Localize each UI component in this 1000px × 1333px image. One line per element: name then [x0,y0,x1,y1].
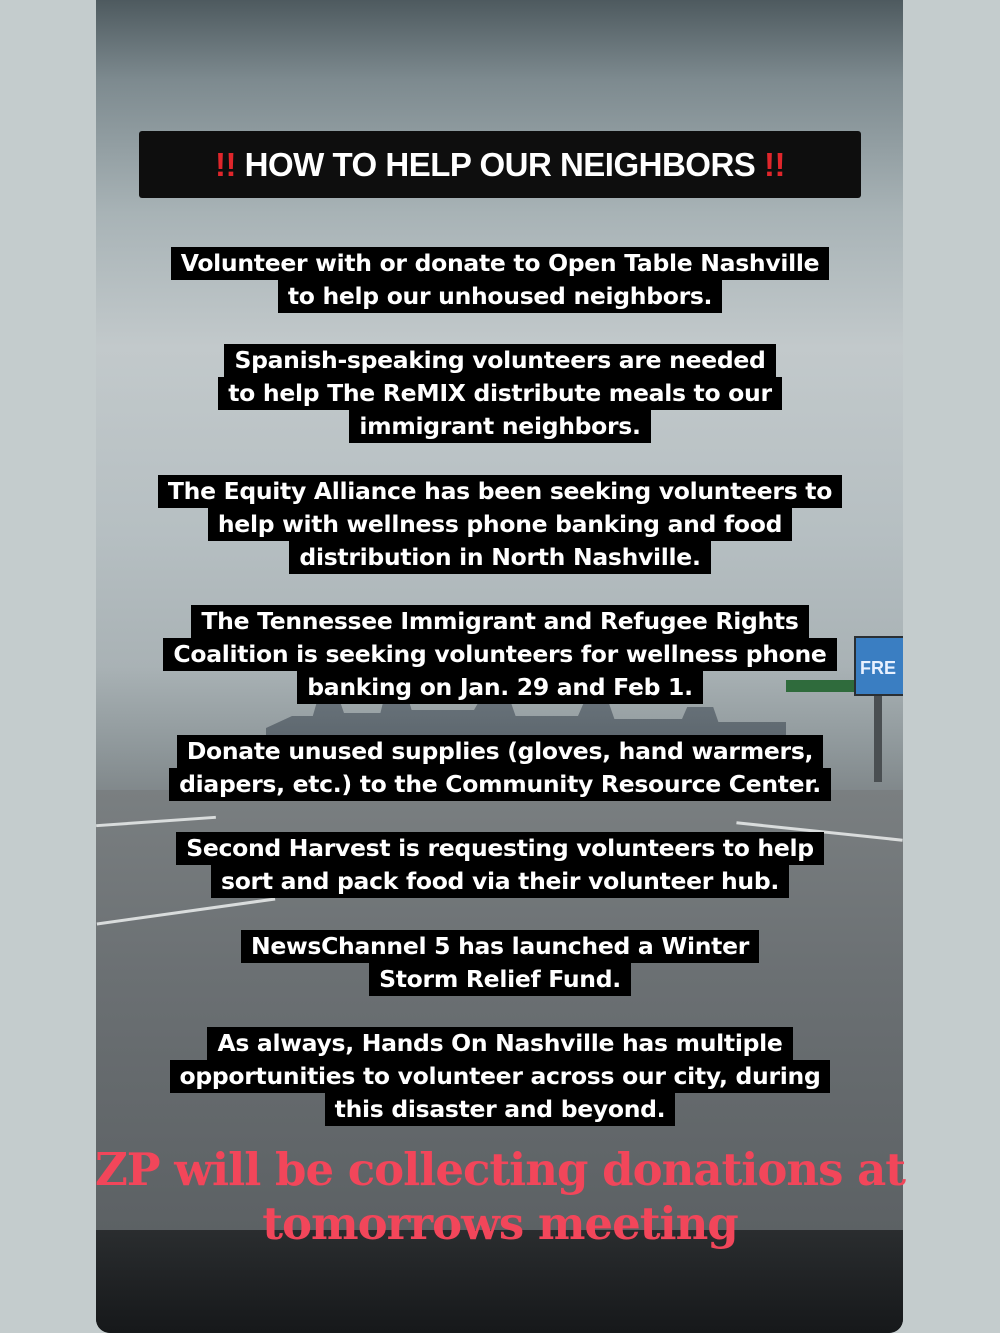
title-text: HOW TO HELP OUR NEIGHBORS [244,146,756,183]
lane-marking [96,816,216,827]
help-item-line: The Equity Alliance has been seeking volunteers to [158,475,842,508]
help-item [0,605,1000,704]
help-item [0,247,1000,313]
help-item-line: NewsChannel 5 has launched a Winter [241,930,759,963]
help-item-line: help with wellness phone banking and food [208,508,792,541]
help-item-line: Second Harvest is requesting volunteers to help [176,832,824,865]
help-item-line: sort and pack food via their volunteer hub. [211,865,789,898]
help-item-line: banking on Jan. 29 and Feb 1. [297,671,702,704]
help-item-line: Volunteer with or donate to Open Table Nashville [171,247,830,280]
donation-notice-line: ZP will be collecting donations at [94,1143,906,1196]
donation-notice [0,1143,1000,1251]
help-item [0,832,1000,898]
double-exclamation-icon: !! [764,146,785,183]
help-item-line: opportunities to volunteer across our city, during [170,1060,831,1093]
lane-marking [97,897,276,925]
help-item [0,344,1000,443]
help-item-line: Storm Relief Fund. [369,963,631,996]
help-item-line: this disaster and beyond. [325,1093,676,1126]
help-item-line: to help The ReMIX distribute meals to our [218,377,782,410]
help-item-line: Spanish-speaking volunteers are needed [224,344,775,377]
help-item-line: As always, Hands On Nashville has multiple [207,1027,792,1060]
help-item-line: to help our unhoused neighbors. [278,280,722,313]
title-banner [139,131,861,198]
help-item-line: Coalition is seeking volunteers for wellness phone [163,638,836,671]
help-item [0,1027,1000,1126]
help-item [0,930,1000,996]
help-item-line: diapers, etc.) to the Community Resource Center. [169,768,831,801]
help-item-line: Donate unused supplies (gloves, hand warmers, [177,735,823,768]
donation-notice-line: tomorrows meeting [262,1197,738,1250]
help-item [0,735,1000,801]
help-item-line: immigrant neighbors. [349,410,650,443]
help-item-line: distribution in North Nashville. [289,541,710,574]
help-item-line: The Tennessee Immigrant and Refugee Rights [191,605,808,638]
double-exclamation-icon: !! [215,146,236,183]
help-item [0,475,1000,574]
billboard-text: FRE [860,658,896,678]
